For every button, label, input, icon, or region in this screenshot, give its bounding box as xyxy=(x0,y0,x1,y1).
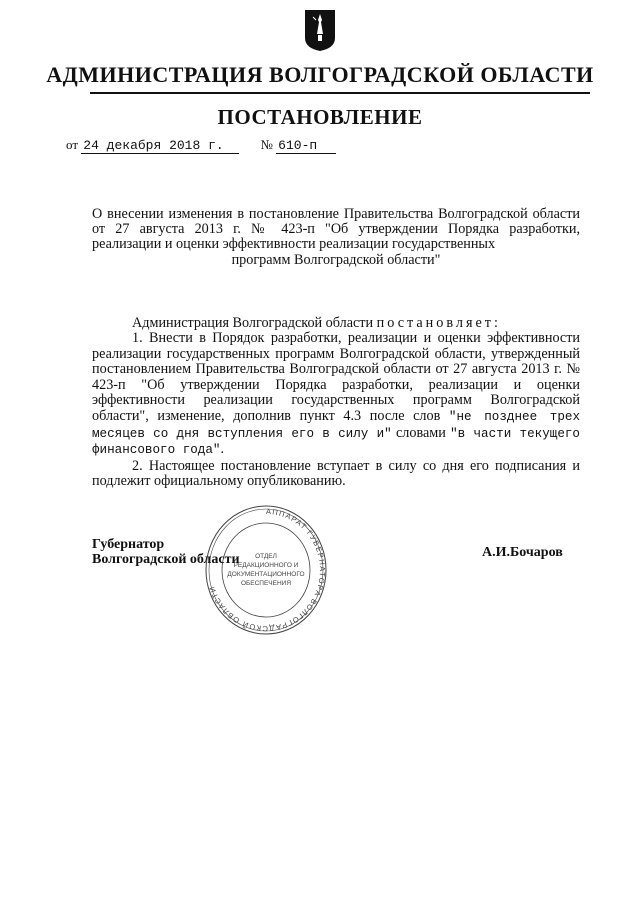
decree-item-1 xyxy=(92,331,580,459)
stamp-ring-text: АППАРАТ ГУБЕРНАТОРА ВОЛГОГРАДСКОЙ ОБЛАСТИ xyxy=(207,506,327,634)
intro-prefix: Администрация Волгоградской области xyxy=(132,315,374,331)
intro-keyword: постановляет: xyxy=(376,315,501,331)
stamp-center-line-3: ДОКУМЕНТАЦИОННОГО xyxy=(227,571,305,578)
org-title: АДМИНИСТРАЦИЯ ВОЛГОГРАДСКОЙ ОБЛАСТИ xyxy=(46,62,594,87)
stamp-center-line-1: ОТДЕЛ xyxy=(255,553,277,560)
item1-quote-1: "не позднее трех месяцев со дня вступления его в силу и" xyxy=(92,409,581,441)
signer-title-line-1: Губернатор xyxy=(92,537,165,552)
signer-name: А.И.Бочаров xyxy=(482,545,563,560)
signer-title-line-2: Волгоградской области xyxy=(92,552,240,567)
document-date: 24 декабря 2018 г. xyxy=(81,138,239,154)
item1-end: . xyxy=(220,441,225,458)
date-prefix: от xyxy=(66,137,79,152)
date-number-line xyxy=(66,137,336,154)
subject-last-line: программ Волгоградской области" xyxy=(231,251,441,268)
stamp-center-line-2: РЕДАКЦИОННОГО И xyxy=(233,562,299,569)
decree-item-2: 2. Настоящее постановление вступает в силу со дня его подписания и подлежит официальному опубликованию. xyxy=(92,457,580,490)
decree-body xyxy=(92,331,580,490)
item1-text: 1. Внести в Порядок разработки, реализации и оценки эффективности реализации государственных программ Волгоградской области, утвержденный постановлением Правительства Волгоградской области от 27 августа 2013 г. № 423-п "Об утверждении Порядка разработки, реализации и оценки эффективности реализации государственных программ Волгоградской области", изменение, дополнив пункт 4.3 после слов xyxy=(92,330,580,424)
document-subject xyxy=(92,207,580,268)
document-number: 610-п xyxy=(276,138,336,154)
document-type-title: ПОСТАНОВЛЕНИЕ xyxy=(217,105,423,129)
number-prefix: № xyxy=(260,137,273,152)
official-stamp xyxy=(201,496,331,644)
item1-mid: словами xyxy=(391,424,451,441)
stamp-center-line-4: ОБЕСПЕЧЕНИЯ xyxy=(240,580,292,587)
item1-quote-2: "в части текущего финансового года" xyxy=(92,426,580,458)
title-divider xyxy=(90,92,590,94)
coat-of-arms-icon xyxy=(303,8,337,52)
subject-text: О внесении изменения в постановление Правительства Волгоградской области от 27 августа 2013 г. № 423-п "Об утверждении Порядка разработки, реализации и оценки эффективности реализации государственных xyxy=(92,206,580,253)
